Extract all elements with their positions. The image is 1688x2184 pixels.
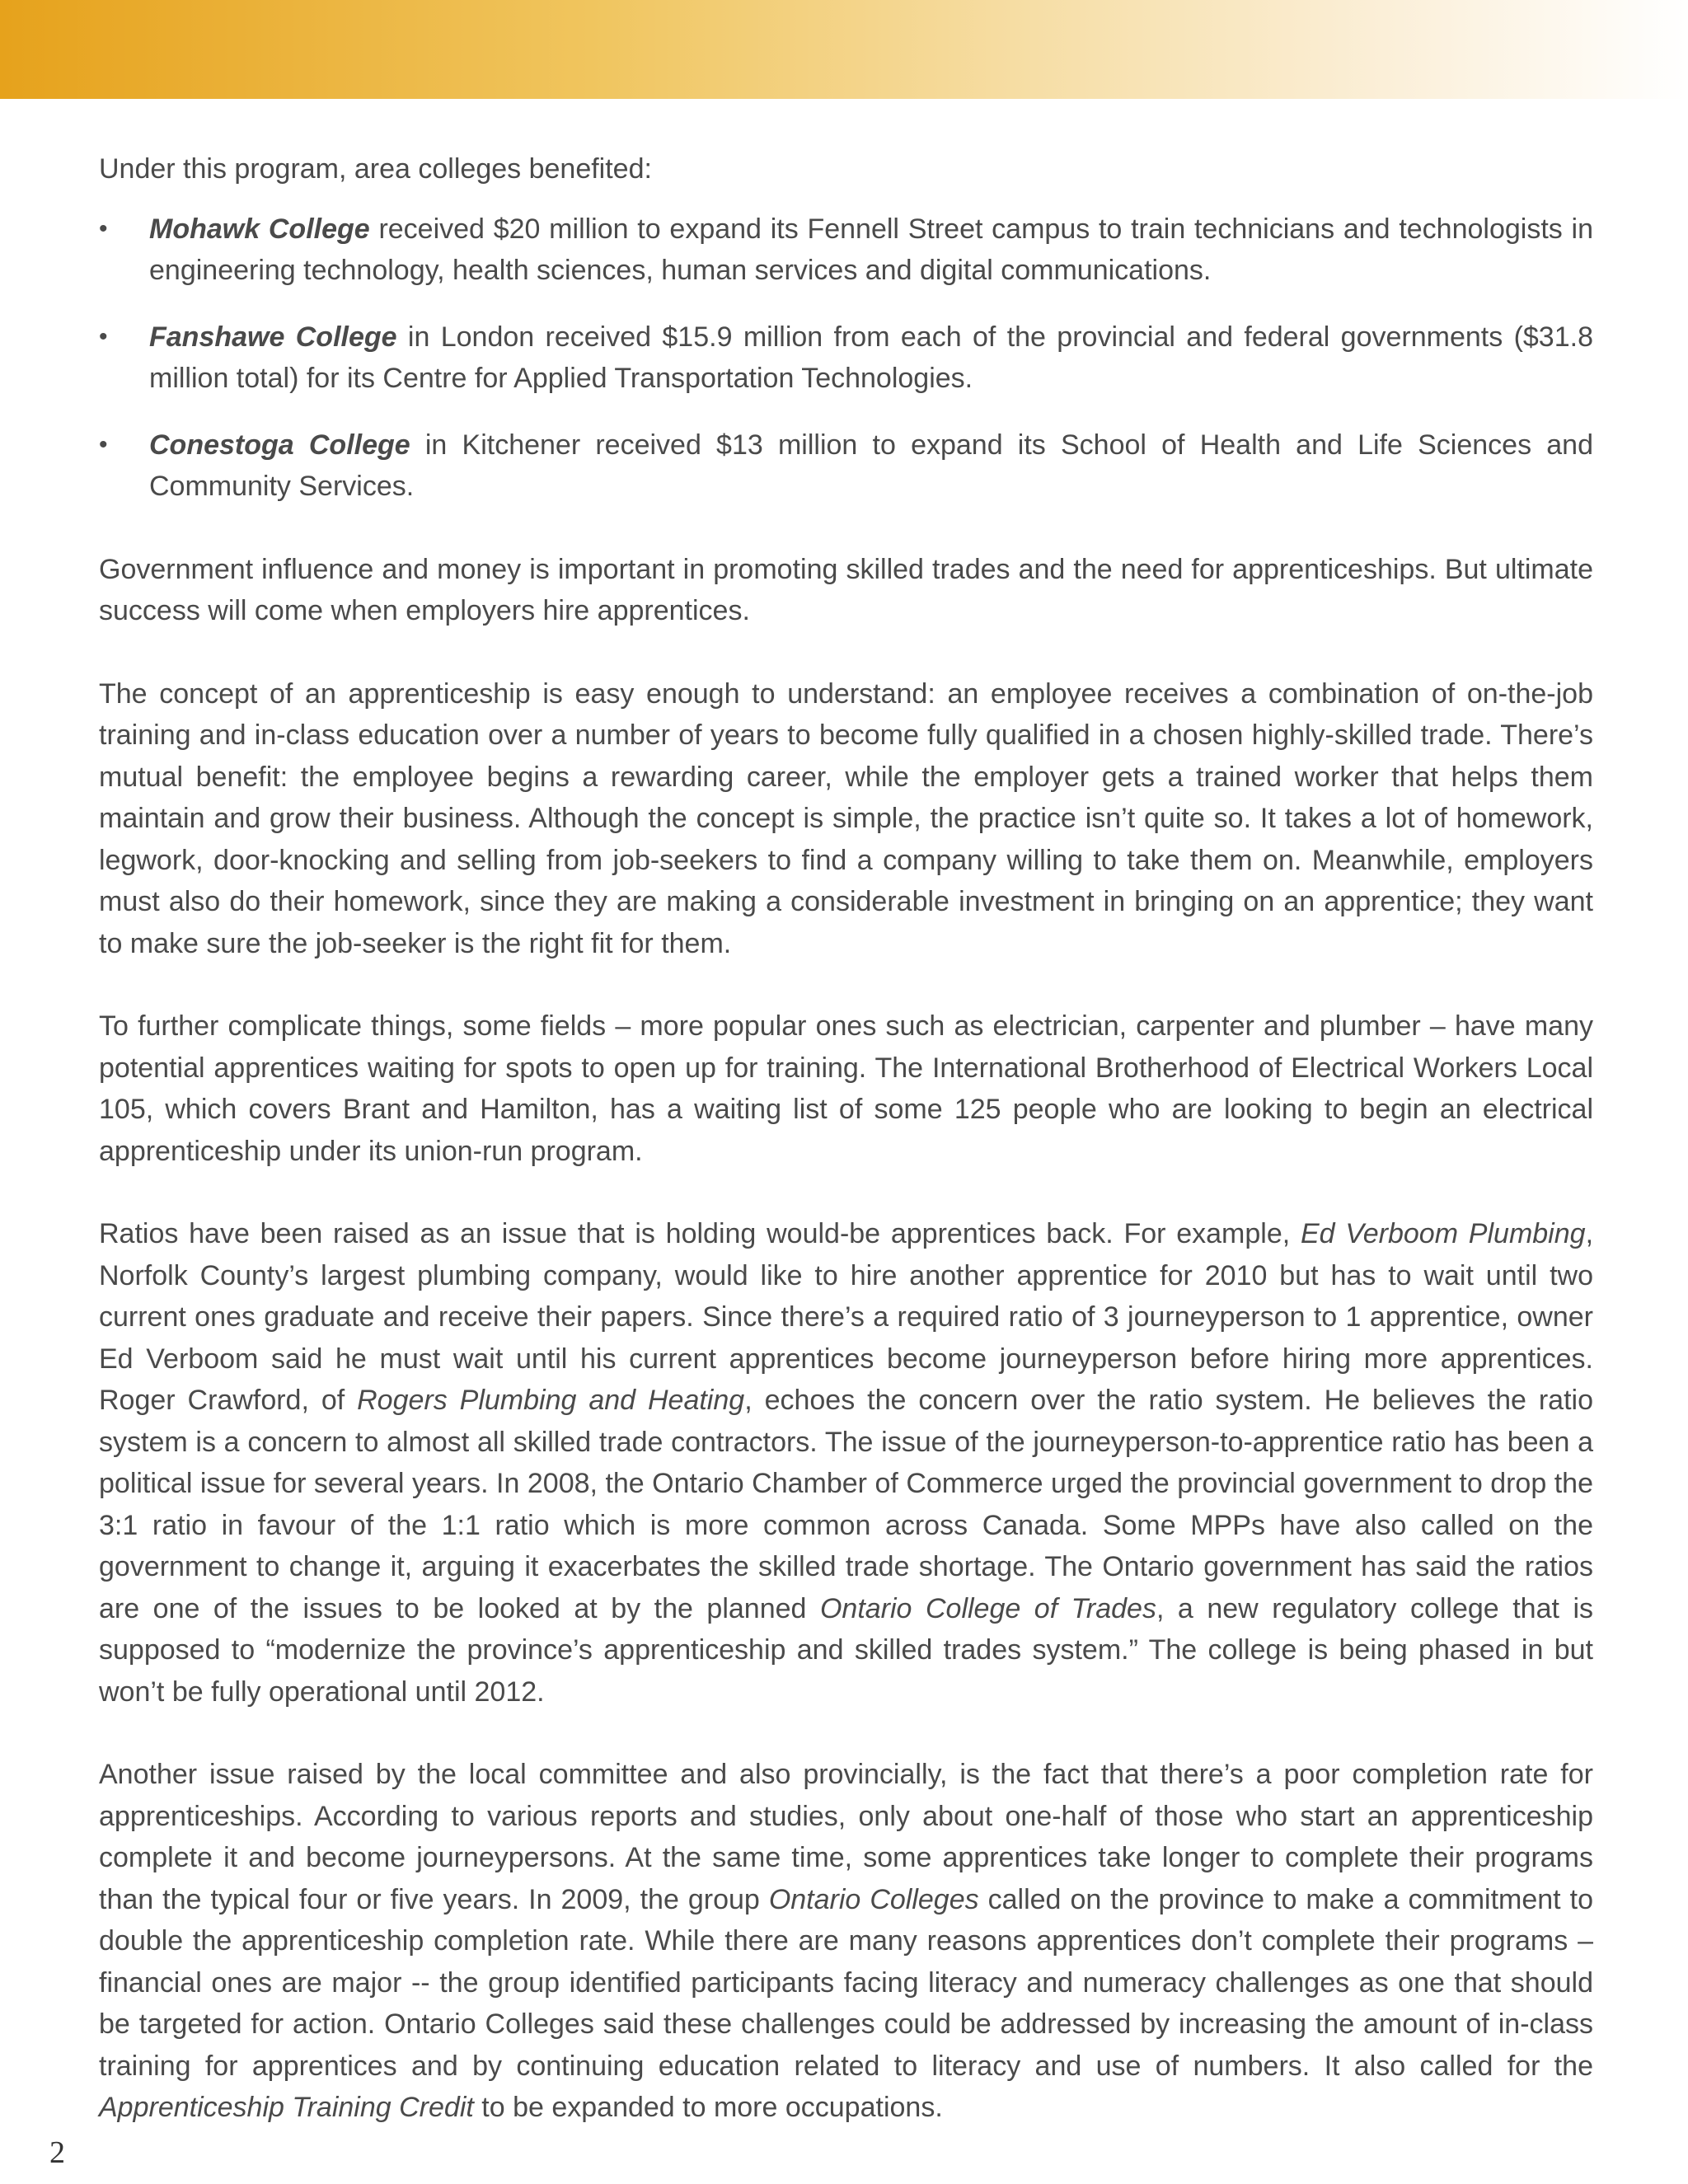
bullet-icon: • (99, 214, 108, 242)
college-name: Conestoga College (149, 429, 410, 461)
list-item (99, 209, 1593, 292)
college-text: in London received $15.9 million from each of the provincial and federal governments ($31.8 million total) for its Centre for Applied Transportation Technologies. (149, 321, 1593, 394)
paragraph-waiting-lists: To further complicate things, some fields – more popular ones such as electrician, carpenter and plumber – have many potential apprentices waiting for spots to open up for training. The International Brotherhood of Electrical Workers Local 105, which covers Brant and Hamilton, has a waiting list of some 125 people who are looking to begin an electrical apprenticeship under its union-run program. (99, 1010, 1593, 1167)
text-run: to be expanded to more occupations. (473, 2092, 943, 2123)
paragraph-government-influence: Government influence and money is important in promoting skilled trades and the need for apprenticeships. But ultimate success will come when employers hire apprentices. (99, 553, 1593, 626)
bullet-icon: • (99, 322, 108, 350)
company-name: Ed Verboom Plumbing (1300, 1218, 1586, 1249)
text-run: Ratios have been raised as an issue that is holding would-be apprentices back. For example, (99, 1218, 1301, 1249)
list-item (99, 424, 1593, 508)
company-name: Rogers Plumbing and Heating (357, 1385, 745, 1416)
organization-name: Ontario Colleges (768, 1883, 979, 1915)
header-band (0, 0, 1688, 99)
college-list (99, 209, 1593, 508)
bullet-icon: • (99, 430, 108, 458)
text-run: Another issue raised by the local committee and also provincially, is the fact that there’s a poor completion rate for apprenticeships. According to various reports and studies, only about one-half of those who start an apprenticeship complete it and become journeypersons. At the same time, some apprentices take longer to complete their programs than the typical four or five years. In 2009, the group (99, 1759, 1593, 1915)
paragraph-apprenticeship-concept: The concept of an apprenticeship is easy enough to understand: an employee receives a combination of on-the-job training and in-class education over a number of years to become fully qualified in a chosen highly-skilled trade. There’s mutual benefit: the employee begins a rewarding career, while the employer gets a trained worker that helps them maintain and grow their business. Although the concept is simple, the practice isn’t quite so. It takes a lot of homework, legwork, door-knocking and selling from job-seekers to find a company willing to take them on. Meanwhile, employers must also do their homework, since they are making a considerable investment in bringing on an apprentice; they want to make sure the job-seeker is the right fit for them. (99, 677, 1593, 959)
text-run: , Norfolk County’s largest plumbing company, would like to hire another apprentice for 2010 but has to wait until two current ones graduate and receive their papers. Since there’s a required ratio of 3 journeyperson to 1 apprentice, owner Ed Verboom said he must wait until his current apprentices become journeyperson before hiring more apprentices. Roger Crawford, of (99, 1218, 1594, 1416)
paragraph-ratios (99, 1213, 1593, 1713)
document-body (99, 148, 1593, 2170)
paragraph-completion-rate (99, 1754, 1593, 2129)
college-name: Mohawk College (149, 213, 370, 245)
college-name: Fanshawe College (149, 321, 397, 353)
text-run: , echoes the concern over the ratio system. He believes the ratio system is a concern to almost all skilled trade contractors. The issue of the journeyperson-to-apprentice ratio has been a political issue for several years. In 2008, the Ontario Chamber of Commerce urged the provincial government to drop the 3:1 ratio in favour of the 1:1 ratio which is more common across Canada. Some MPPs have also called on the government to change it, arguing it exacerbates the skilled trade shortage. The Ontario government has said the ratios are one of the issues to be looked at by the planned (99, 1385, 1594, 1624)
list-item (99, 316, 1593, 400)
program-name: Apprenticeship Training Credit (99, 2092, 474, 2123)
college-text: in Kitchener received $13 million to expand its School of Health and Life Sciences and Community Services. (149, 429, 1593, 502)
college-text: received $20 million to expand its Fennell Street campus to train technicians and technologists in engineering technology, health sciences, human services and digital communications. (149, 213, 1593, 286)
page-number: 2 (49, 2135, 65, 2170)
text-run: , a new regulatory college that is supposed to “modernize the province’s apprenticeship and skilled trades system.” The college is being phased in but won’t be fully operational until 2012. (99, 1592, 1593, 1708)
organization-name: Ontario College of Trades (819, 1592, 1156, 1624)
intro-paragraph: Under this program, area colleges benefited: (99, 153, 652, 185)
text-run: called on the province to make a commitment to double the apprenticeship completion rate. While there are many reasons apprentices don’t complete their programs – financial ones are major -- the group identified participants facing literacy and numeracy challenges as one that should be targeted for action. Ontario Colleges said these challenges could be addressed by increasing the amount of in-class training for apprentices and by continuing education related to literacy and use of numbers. It also called for the (99, 1883, 1593, 2082)
